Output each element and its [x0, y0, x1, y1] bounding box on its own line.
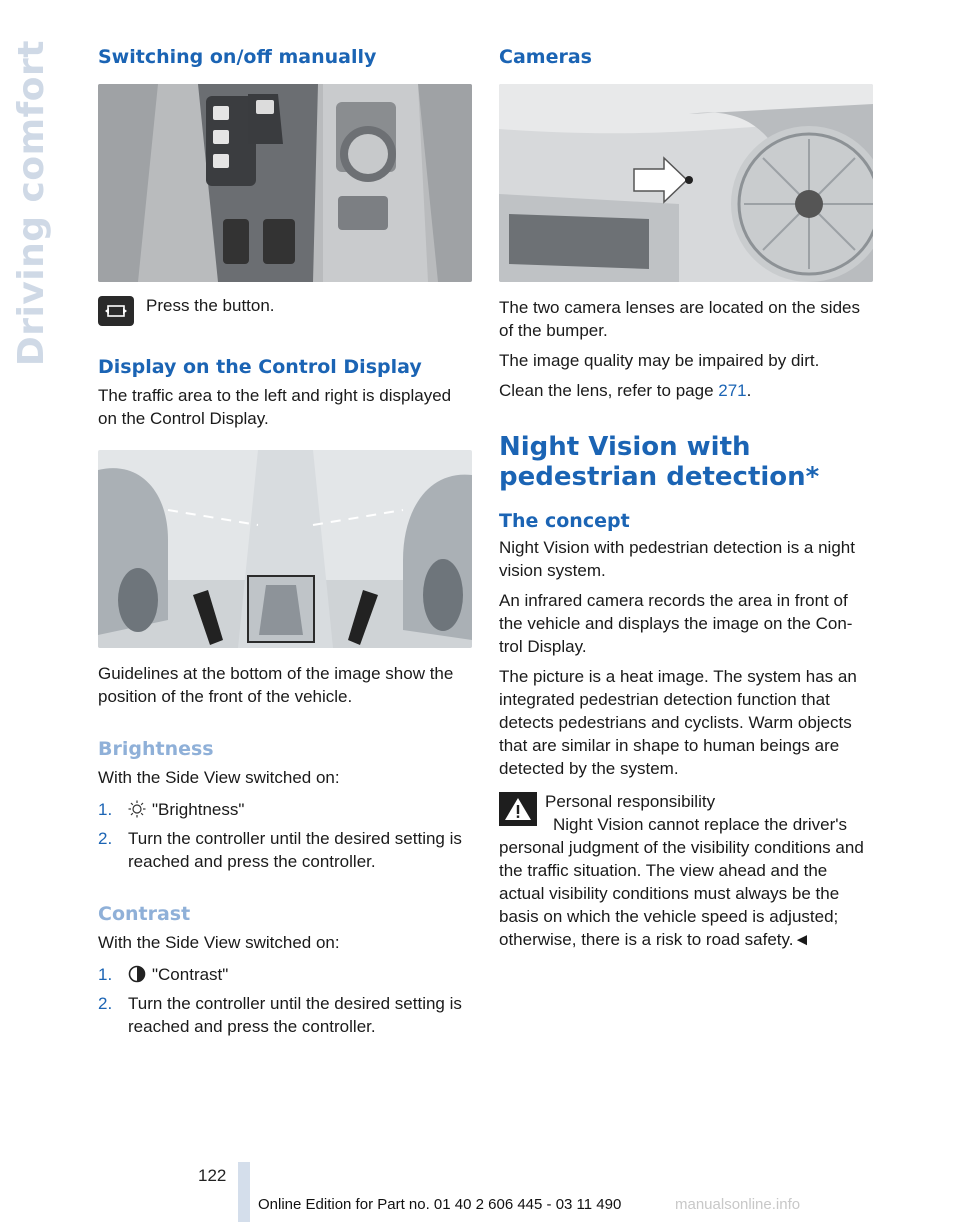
center-console-photo: [98, 84, 472, 282]
edition-text: Online Edition for Part no. 01 40 2 606 445 - 03 11 490: [258, 1196, 622, 1213]
step-number: 1.: [98, 965, 113, 984]
concept-text-2: An infrared camera records the area in front of the vehicle and displays the image on the Con-trol Display.: [499, 591, 853, 656]
watermark: manualsonline.info: [675, 1196, 801, 1213]
contrast-intro: With the Side View switched on:: [98, 933, 340, 952]
side-tab: [0, 40, 62, 367]
warning-title: Personal responsibility: [545, 792, 716, 811]
page-number: 122: [198, 1166, 227, 1185]
brightness-icon: [128, 800, 146, 818]
cameras-text-1: The two camera lenses are located on the sides of the bumper.: [499, 298, 860, 340]
cameras-text-3-post: .: [746, 381, 752, 400]
cameras-text-3: [499, 379, 873, 402]
warning-box: [499, 790, 873, 951]
heading-display: Display on the Control Display: [98, 356, 422, 378]
side-view-button-icon: [98, 296, 134, 326]
side-view-display-image: [98, 450, 472, 648]
contrast-step-2: [98, 992, 472, 1038]
step-number: 2.: [98, 994, 113, 1013]
step-text: "Brightness": [152, 800, 245, 819]
right-column: [499, 44, 873, 951]
step-text: Turn the controller until the desired setting is reached and press the controller.: [128, 994, 462, 1036]
side-tab-label: Driving comfort: [10, 40, 52, 367]
contrast-icon: [128, 965, 146, 983]
press-button-text: Press the button.: [146, 296, 275, 315]
bumper-camera-photo: [499, 84, 873, 282]
step-number: 1.: [98, 800, 113, 819]
heading-cameras: Cameras: [499, 46, 592, 68]
heading-switching: Switching on/off manually: [98, 46, 377, 68]
cameras-text-3-pre: Clean the lens, refer to page: [499, 381, 719, 400]
step-text: Turn the controller until the desired setting is reached and press the controller.: [128, 829, 462, 871]
concept-text-1: Night Vision with pedestrian detection is a night vision system.: [499, 538, 855, 580]
footer-bar: [238, 1162, 250, 1222]
guidelines-text: Guidelines at the bottom of the image show the position of the front of the vehicle.: [98, 664, 454, 706]
heading-contrast: Contrast: [98, 903, 191, 925]
display-text: The traffic area to the left and right is displayed on the Control Display.: [98, 386, 452, 428]
step-text: "Contrast": [152, 965, 229, 984]
step-number: 2.: [98, 829, 113, 848]
brightness-step-2: [98, 827, 472, 873]
concept-text-3: The picture is a heat image. The system has an integrated pedestrian detection function that detects pedestrians and cyclists. Warm objects that are similar in shape to human beings are detected by the system.: [499, 667, 857, 778]
cameras-text-2: The image quality may be impaired by dirt.: [499, 351, 820, 370]
page-link-271[interactable]: 271: [718, 381, 747, 400]
warning-text: Night Vision cannot replace the driver's personal judgment of the visibility conditions and the traffic situation. The view ahead and the actual visibility conditions must always be the basis on which the vehicle speed is adjusted; otherwise, there is a risk to road safety.◄: [499, 815, 864, 949]
contrast-steps: [98, 963, 472, 1038]
brightness-step-1: [98, 798, 472, 821]
brightness-steps: [98, 798, 472, 873]
brightness-intro: With the Side View switched on:: [98, 768, 340, 787]
heading-brightness: Brightness: [98, 738, 214, 760]
warning-triangle-icon: [499, 792, 537, 826]
heading-concept: The concept: [499, 510, 630, 532]
press-button-row: [98, 296, 472, 326]
heading-night-vision: Night Vision with pedestrian detection*: [499, 432, 820, 492]
left-column: [98, 44, 472, 1038]
contrast-step-1: [98, 963, 472, 986]
